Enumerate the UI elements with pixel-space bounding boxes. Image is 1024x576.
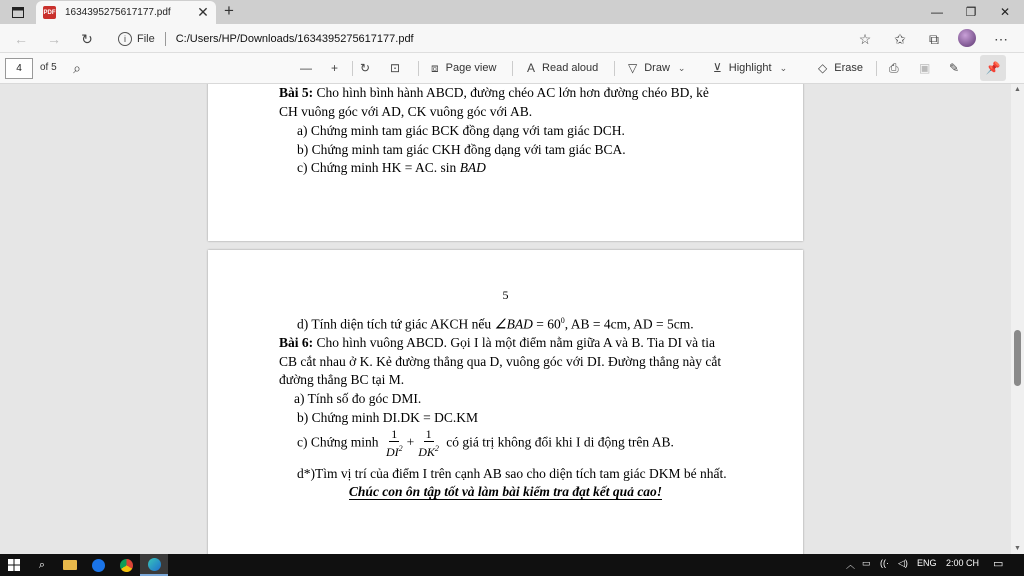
print-button[interactable] bbox=[889, 57, 906, 79]
text: = 60 bbox=[532, 316, 561, 332]
text: Chúc con ôn tập tốt và làm bài kiểm tra đạt kết quả cao! bbox=[348, 484, 663, 499]
angle-label: ∠BAD bbox=[494, 316, 533, 332]
fraction-2 bbox=[416, 428, 441, 459]
profile-avatar[interactable] bbox=[958, 29, 976, 47]
highlight-button[interactable] bbox=[713, 57, 787, 79]
favorite-add-icon[interactable]: ☆ bbox=[858, 30, 872, 47]
exponent: 2 bbox=[434, 444, 439, 453]
bai5-d bbox=[297, 316, 694, 333]
rotate-button[interactable] bbox=[360, 57, 377, 79]
draw-label: Draw bbox=[644, 62, 670, 74]
page-view-button[interactable] bbox=[431, 57, 496, 79]
save-icon: ▣ bbox=[919, 61, 931, 75]
bai5-line-1 bbox=[279, 85, 709, 101]
draw-button[interactable] bbox=[628, 57, 685, 79]
fit-icon: ⊡ bbox=[390, 61, 401, 75]
info-icon[interactable]: i bbox=[118, 32, 132, 46]
divider bbox=[512, 61, 513, 76]
page-number-input[interactable]: 4 bbox=[5, 58, 33, 79]
search-icon[interactable]: ⌕ bbox=[73, 59, 81, 76]
pdf-page-4 bbox=[208, 84, 803, 241]
save-as-button[interactable] bbox=[949, 57, 966, 79]
bai5-c bbox=[297, 160, 486, 176]
edge-icon[interactable] bbox=[140, 554, 168, 576]
text: d) Tính diện tích tứ giác AKCH nếu bbox=[297, 316, 495, 332]
file-explorer-icon[interactable] bbox=[56, 554, 84, 576]
scheme-label: File bbox=[137, 32, 155, 45]
tab-title: 1634395275617177.pdf bbox=[65, 7, 171, 18]
zoom-in-button[interactable] bbox=[331, 57, 345, 79]
erase-button[interactable] bbox=[818, 57, 863, 79]
bai6-d: d*)Tìm vị trí của điểm I trên cạnh AB sao cho diện tích tam giác DKM bé nhất. bbox=[297, 466, 727, 481]
save-button[interactable] bbox=[919, 57, 937, 79]
plus-icon: + bbox=[331, 61, 339, 75]
zalo-icon[interactable] bbox=[84, 554, 112, 576]
denominator bbox=[384, 442, 405, 459]
tab-pdf[interactable] bbox=[36, 1, 216, 24]
url-text: C:/Users/HP/Downloads/1634395275617177.pdf bbox=[175, 32, 414, 45]
collections-icon[interactable]: ⧉ bbox=[929, 30, 939, 47]
bai6-b: b) Chứng minh DI.DK = DC.KM bbox=[297, 410, 479, 425]
favorites-icon[interactable]: ✩ bbox=[894, 30, 906, 47]
chevron-down-icon[interactable]: ⌄ bbox=[779, 62, 788, 73]
chevron-down-icon[interactable]: ⌄ bbox=[677, 62, 686, 73]
bai6-line-2: CB cắt nhau ở K. Kẻ đường thẳng qua D, vuông góc với DI. Đường thẳng này cắt bbox=[279, 354, 722, 369]
pdf-icon: PDF bbox=[43, 6, 56, 19]
read-aloud-button[interactable] bbox=[527, 57, 598, 79]
minimize-button[interactable]: — bbox=[931, 5, 943, 19]
divider bbox=[614, 61, 615, 76]
text: , AB = 4cm, AD = 5cm. bbox=[564, 316, 694, 332]
text: có giá trị không đổi khi I di động trên AB. bbox=[446, 434, 674, 450]
vertical-scrollbar[interactable] bbox=[1011, 84, 1024, 554]
degree: 0 bbox=[560, 316, 565, 325]
page-total: of 5 bbox=[40, 62, 57, 73]
bai5-label: Bài 5: bbox=[279, 85, 314, 100]
print-icon: ⎙ bbox=[889, 60, 899, 75]
highlight-icon: ⊻ bbox=[713, 61, 722, 75]
wifi-icon[interactable]: ((· bbox=[880, 558, 889, 568]
back-arrow-icon[interactable]: ← bbox=[14, 31, 28, 47]
bai6-c bbox=[297, 428, 674, 459]
forward-arrow-icon[interactable]: → bbox=[47, 31, 61, 47]
page-number: 5 bbox=[502, 288, 509, 302]
close-window-button[interactable]: ✕ bbox=[999, 5, 1011, 19]
volume-icon[interactable]: ◁) bbox=[898, 558, 908, 568]
bai6-label: Bài 6: bbox=[279, 335, 314, 350]
text: Cho hình bình hành ABCD, đường chéo AC lớn hơn đường chéo BD, kẻ bbox=[316, 85, 709, 100]
new-tab-button[interactable]: + bbox=[224, 1, 234, 20]
text: DI bbox=[385, 445, 399, 459]
bai6-line-3: đường thẳng BC tại M. bbox=[279, 372, 405, 387]
closing-message bbox=[208, 484, 803, 500]
chrome-icon[interactable] bbox=[112, 554, 140, 576]
read-aloud-icon: A bbox=[527, 61, 536, 75]
plus-sign: + bbox=[406, 434, 415, 450]
text: Cho hình vuông ABCD. Gọi I là một điểm nằm giữa A và B. Tia DI và tia bbox=[316, 335, 715, 350]
url-field[interactable] bbox=[112, 28, 882, 49]
zoom-out-button[interactable] bbox=[300, 57, 319, 79]
rotate-icon: ↻ bbox=[360, 61, 371, 75]
divider bbox=[418, 61, 419, 76]
windows-start-icon[interactable] bbox=[0, 554, 28, 576]
angle-label: BAD bbox=[459, 160, 486, 175]
fit-page-button[interactable] bbox=[390, 57, 407, 79]
denominator bbox=[416, 442, 441, 459]
minus-icon: — bbox=[300, 61, 312, 75]
scroll-up-icon[interactable]: ▲ bbox=[1014, 86, 1021, 93]
eraser-icon: ◇ bbox=[818, 61, 828, 75]
divider bbox=[876, 61, 877, 76]
refresh-icon[interactable]: ↻ bbox=[81, 30, 93, 47]
exponent: 2 bbox=[398, 444, 403, 453]
text: c) Chứng minh HK = AC. sin bbox=[297, 160, 457, 175]
show-hidden-icons-icon[interactable]: ︿ bbox=[846, 560, 856, 570]
read-aloud-label: Read aloud bbox=[542, 62, 599, 74]
bai5-a: a) Chứng minh tam giác BCK đồng dạng với tam giác DCH. bbox=[297, 123, 625, 138]
divider bbox=[352, 61, 353, 76]
save-as-icon: ✎ bbox=[949, 61, 960, 75]
bai5-line-2: CH vuông góc với AD, CK vuông góc với AB. bbox=[279, 104, 533, 119]
text: c) Chứng minh bbox=[297, 434, 379, 450]
bai6-line-1 bbox=[279, 335, 715, 351]
fraction-1 bbox=[384, 428, 405, 459]
numerator: 1 bbox=[391, 427, 398, 441]
clock[interactable]: 2:00 CH bbox=[946, 558, 980, 568]
battery-icon[interactable]: ▭ bbox=[862, 558, 871, 568]
notification-icon[interactable]: ▭ bbox=[993, 558, 1004, 570]
more-menu-icon[interactable]: ⋯ bbox=[994, 30, 1008, 47]
page-view-label: Page view bbox=[445, 62, 497, 74]
tab-actions-icon[interactable] bbox=[0, 0, 36, 24]
tab-close-button[interactable]: ✕ bbox=[197, 4, 209, 20]
highlight-label: Highlight bbox=[728, 62, 772, 74]
taskbar bbox=[0, 554, 1024, 576]
bai6-a: a) Tính số đo góc DMI. bbox=[294, 391, 422, 406]
scroll-down-icon[interactable]: ▼ bbox=[1014, 545, 1021, 552]
draw-icon: ▽ bbox=[628, 61, 638, 75]
pin-icon: 📌 bbox=[985, 61, 1001, 75]
address-bar bbox=[0, 24, 1024, 53]
restore-button[interactable]: ❐ bbox=[965, 5, 977, 19]
url-divider bbox=[165, 32, 166, 46]
bai5-b: b) Chứng minh tam giác CKH đồng dạng với tam giác BCA. bbox=[297, 142, 626, 157]
text: DK bbox=[418, 445, 435, 459]
numerator: 1 bbox=[425, 427, 432, 441]
pdf-page-5 bbox=[208, 250, 803, 554]
pdf-toolbar bbox=[0, 53, 1024, 84]
pdf-viewer[interactable] bbox=[0, 84, 1024, 554]
language-indicator[interactable]: ENG bbox=[917, 558, 937, 568]
pin-toolbar-button[interactable] bbox=[980, 55, 1006, 81]
scrollbar-thumb[interactable] bbox=[1014, 330, 1021, 386]
erase-label: Erase bbox=[834, 62, 863, 74]
search-icon[interactable]: ⌕ bbox=[38, 558, 46, 571]
tab-bar bbox=[0, 0, 1024, 24]
page-view-icon: ⧈ bbox=[431, 60, 439, 75]
